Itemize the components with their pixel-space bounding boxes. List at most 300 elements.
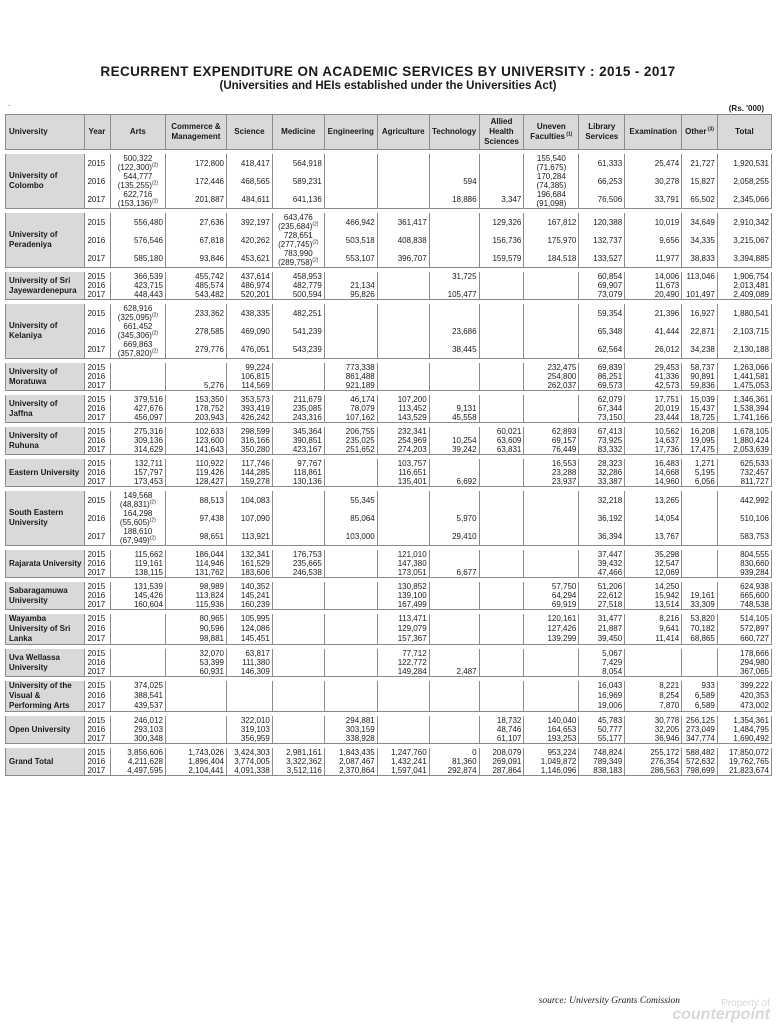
- value-cell: 30,278: [625, 172, 682, 190]
- value-cell: 50,777: [579, 725, 625, 734]
- value-cell: 113,921: [227, 527, 273, 546]
- value-cell: 62,893: [524, 427, 579, 436]
- value-cell: 32,070: [165, 649, 226, 658]
- year-cell: 2017: [85, 634, 110, 645]
- value-cell: 3,347: [479, 190, 524, 209]
- value-cell: 6,692: [429, 477, 479, 487]
- value-cell: 34,649: [682, 213, 718, 231]
- value-cell: 85,064: [324, 509, 377, 527]
- value-cell: 500,322 $(122,300)^{(2)}$: [110, 154, 165, 172]
- value-cell: 167,812: [524, 213, 579, 231]
- value-cell: 420,353: [717, 691, 771, 701]
- value-cell: 156,736: [479, 231, 524, 249]
- value-cell: [165, 681, 226, 691]
- year-cell: 2016: [85, 509, 110, 527]
- value-cell: 160,239: [227, 600, 273, 610]
- year-cell: 2015: [85, 550, 110, 559]
- value-cell: 97,438: [165, 509, 226, 527]
- value-cell: [479, 691, 524, 701]
- value-cell: 10,254: [429, 436, 479, 445]
- value-cell: [682, 527, 718, 546]
- value-cell: [272, 509, 324, 527]
- value-cell: [479, 363, 524, 372]
- table-row: [6, 491, 772, 509]
- value-cell: 23,937: [524, 477, 579, 487]
- table-row: [6, 322, 772, 340]
- value-cell: [377, 725, 429, 734]
- value-cell: 18,732: [479, 716, 524, 725]
- value-cell: 107,090: [227, 509, 273, 527]
- value-cell: 69,907: [579, 281, 625, 290]
- value-cell: 67,344: [579, 404, 625, 413]
- value-cell: [682, 550, 718, 559]
- value-cell: 145,426: [110, 591, 165, 600]
- value-cell: 437,614: [227, 272, 273, 281]
- value-cell: 25,474: [625, 154, 682, 172]
- value-cell: 129,326: [479, 213, 524, 231]
- value-cell: 408,838: [377, 231, 429, 249]
- value-cell: 418,417: [227, 154, 273, 172]
- value-cell: [272, 701, 324, 712]
- value-cell: 15,827: [682, 172, 718, 190]
- year-cell: 2017: [85, 568, 110, 578]
- value-cell: 235,665: [272, 559, 324, 568]
- value-cell: 12,069: [625, 568, 682, 578]
- value-cell: 167,499: [377, 600, 429, 610]
- value-cell: 861,488: [324, 372, 377, 381]
- value-cell: 17,751: [625, 395, 682, 404]
- value-cell: 353,573: [227, 395, 273, 404]
- value-cell: [377, 363, 429, 372]
- value-cell: 345,364: [272, 427, 324, 436]
- table-row: [6, 436, 772, 445]
- value-cell: [377, 381, 429, 391]
- value-cell: [682, 491, 718, 509]
- value-cell: 120,388: [579, 213, 625, 231]
- value-cell: 37,447: [579, 550, 625, 559]
- table-row: [6, 190, 772, 209]
- value-cell: 379,516: [110, 395, 165, 404]
- value-cell: [377, 509, 429, 527]
- value-cell: [324, 701, 377, 712]
- value-cell: [524, 304, 579, 322]
- value-cell: 1,146,096: [524, 766, 579, 776]
- value-cell: 55,177: [579, 734, 625, 744]
- value-cell: 149,568 $(48,831)^{(2)}$: [110, 491, 165, 509]
- value-cell: [479, 395, 524, 404]
- value-cell: [682, 667, 718, 677]
- value-cell: 316,166: [227, 436, 273, 445]
- value-cell: [272, 649, 324, 658]
- table-row: [6, 582, 772, 591]
- value-cell: 47,466: [579, 568, 625, 578]
- value-cell: [377, 691, 429, 701]
- value-cell: 8,221: [625, 681, 682, 691]
- university-name: South Eastern University: [6, 491, 85, 546]
- university-name: University of the Visual & Performing Arts: [6, 681, 85, 712]
- value-cell: 14,250: [625, 582, 682, 591]
- value-cell: 273,049: [682, 725, 718, 734]
- value-cell: [377, 290, 429, 300]
- value-cell: 41,336: [625, 372, 682, 381]
- table-row: [6, 691, 772, 701]
- value-cell: [272, 582, 324, 591]
- column-header: Year: [85, 115, 110, 150]
- value-cell: 115,662: [110, 550, 165, 559]
- value-cell: [377, 322, 429, 340]
- column-header: Examination: [625, 115, 682, 150]
- year-cell: 2015: [85, 427, 110, 436]
- value-cell: 356,959: [227, 734, 273, 744]
- value-cell: [272, 634, 324, 645]
- value-cell: [524, 281, 579, 290]
- year-cell: 2017: [85, 340, 110, 359]
- value-cell: [429, 372, 479, 381]
- value-cell: [625, 649, 682, 658]
- value-cell: 36,946: [625, 734, 682, 744]
- value-cell: [429, 468, 479, 477]
- value-cell: 32,218: [579, 491, 625, 509]
- value-cell: 1,743,026: [165, 748, 226, 757]
- value-cell: [165, 725, 226, 734]
- watermark: [672, 998, 770, 1023]
- value-cell: 255,172: [625, 748, 682, 757]
- value-cell: [429, 734, 479, 744]
- value-cell: 23,444: [625, 413, 682, 423]
- value-cell: 116,651: [377, 468, 429, 477]
- table-row: [6, 231, 772, 249]
- value-cell: 105,477: [429, 290, 479, 300]
- value-cell: 773,338: [324, 363, 377, 372]
- value-cell: 131,539: [110, 582, 165, 591]
- table-row: [6, 372, 772, 381]
- table-row: [6, 624, 772, 634]
- value-cell: 160,604: [110, 600, 165, 610]
- value-cell: [429, 582, 479, 591]
- value-cell: 783,990 $(289,758)^{(2)}$: [272, 249, 324, 268]
- value-cell: 107,200: [377, 395, 429, 404]
- value-cell: 1,690,492: [717, 734, 771, 744]
- value-cell: 933: [682, 681, 718, 691]
- value-cell: [524, 568, 579, 578]
- value-cell: 196,684 (91,098): [524, 190, 579, 209]
- value-cell: 120,161: [524, 614, 579, 624]
- value-cell: [110, 667, 165, 677]
- value-cell: 622,716 $(153,136)^{(2)}$: [110, 190, 165, 209]
- value-cell: [625, 667, 682, 677]
- value-cell: [324, 614, 377, 624]
- year-cell: 2016: [85, 691, 110, 701]
- value-cell: 103,000: [324, 527, 377, 546]
- value-cell: [429, 459, 479, 468]
- value-cell: 350,280: [227, 445, 273, 455]
- value-cell: 107,162: [324, 413, 377, 423]
- value-cell: 97,767: [272, 459, 324, 468]
- value-cell: [110, 363, 165, 372]
- value-cell: 1,346,361: [717, 395, 771, 404]
- university-name: Grand Total: [6, 748, 85, 776]
- value-cell: 748,538: [717, 600, 771, 610]
- value-cell: 322,010: [227, 716, 273, 725]
- value-cell: 18,725: [682, 413, 718, 423]
- value-cell: 95,826: [324, 290, 377, 300]
- value-cell: [429, 304, 479, 322]
- table-row: [6, 550, 772, 559]
- value-cell: 2,104,441: [165, 766, 226, 776]
- table-row: [6, 591, 772, 600]
- value-cell: 15,437: [682, 404, 718, 413]
- value-cell: 73,150: [579, 413, 625, 423]
- value-cell: 476,051: [227, 340, 273, 359]
- value-cell: 455,742: [165, 272, 226, 281]
- value-cell: 19,006: [579, 701, 625, 712]
- value-cell: 254,969: [377, 436, 429, 445]
- value-cell: 624,938: [717, 582, 771, 591]
- column-header: Commerce & Management: [165, 115, 226, 150]
- value-cell: 60,021: [479, 427, 524, 436]
- value-cell: [479, 381, 524, 391]
- value-cell: 233,362: [165, 304, 226, 322]
- value-cell: 63,831: [479, 445, 524, 455]
- table-row: [6, 427, 772, 436]
- value-cell: [324, 634, 377, 645]
- table-row: [6, 634, 772, 645]
- value-cell: 65,502: [682, 190, 718, 209]
- value-cell: 298,599: [227, 427, 273, 436]
- value-cell: 3,215,067: [717, 231, 771, 249]
- value-cell: [272, 667, 324, 677]
- value-cell: 39,432: [579, 559, 625, 568]
- value-cell: 143,529: [377, 413, 429, 423]
- value-cell: [324, 681, 377, 691]
- value-cell: 102,633: [165, 427, 226, 436]
- value-cell: [272, 363, 324, 372]
- page-title: RECURRENT EXPENDITURE ON ACADEMIC SERVICES BY UNIVERSITY : 2015 - 2017: [100, 64, 676, 79]
- value-cell: 66,253: [579, 172, 625, 190]
- value-cell: 466,942: [324, 213, 377, 231]
- value-cell: 15,942: [625, 591, 682, 600]
- value-cell: [524, 404, 579, 413]
- value-cell: [165, 701, 226, 712]
- value-cell: 8,254: [625, 691, 682, 701]
- value-cell: 131,762: [165, 568, 226, 578]
- value-cell: [110, 614, 165, 624]
- value-cell: 347,774: [682, 734, 718, 744]
- value-cell: [479, 614, 524, 624]
- source-note: source: University Grants Comission: [538, 996, 680, 1006]
- column-header: Other $^{(3)}$: [682, 115, 718, 150]
- value-cell: 594: [429, 172, 479, 190]
- value-cell: 124,086: [227, 624, 273, 634]
- value-cell: 7,870: [625, 701, 682, 712]
- table-row: [6, 395, 772, 404]
- value-cell: [324, 550, 377, 559]
- value-cell: [377, 372, 429, 381]
- value-cell: 18,886: [429, 190, 479, 209]
- value-cell: 69,573: [579, 381, 625, 391]
- value-cell: 367,065: [717, 667, 771, 677]
- table-row: [6, 509, 772, 527]
- value-cell: 3,394,885: [717, 249, 771, 268]
- value-cell: [524, 667, 579, 677]
- table-row: [6, 363, 772, 372]
- value-cell: [165, 734, 226, 744]
- value-cell: 361,417: [377, 213, 429, 231]
- value-cell: 14,637: [625, 436, 682, 445]
- value-cell: [479, 527, 524, 546]
- value-cell: [377, 272, 429, 281]
- table-row: [6, 568, 772, 578]
- value-cell: 6,677: [429, 568, 479, 578]
- value-cell: [479, 681, 524, 691]
- value-cell: 8,216: [625, 614, 682, 624]
- value-cell: 145,451: [227, 634, 273, 645]
- table-row: [6, 249, 772, 268]
- table-body: [6, 150, 772, 776]
- value-cell: 482,779: [272, 281, 324, 290]
- university-name: Rajarata University: [6, 550, 85, 578]
- value-cell: 1,049,872: [524, 757, 579, 766]
- value-cell: 60,854: [579, 272, 625, 281]
- value-cell: 728,651 $(277,745)^{(2)}$: [272, 231, 324, 249]
- value-cell: [479, 290, 524, 300]
- value-cell: [272, 734, 324, 744]
- value-cell: 128,427: [165, 477, 226, 487]
- value-cell: 88,513: [165, 491, 226, 509]
- value-cell: 543,482: [165, 290, 226, 300]
- value-cell: 3,774,005: [227, 757, 273, 766]
- value-cell: 132,711: [110, 459, 165, 468]
- value-cell: 206,755: [324, 427, 377, 436]
- value-cell: 157,797: [110, 468, 165, 477]
- value-cell: 473,002: [717, 701, 771, 712]
- value-cell: 7,429: [579, 658, 625, 667]
- year-cell: 2016: [85, 591, 110, 600]
- value-cell: [324, 340, 377, 359]
- value-cell: 78,079: [324, 404, 377, 413]
- column-header: Library Services: [579, 115, 625, 150]
- value-cell: 448,443: [110, 290, 165, 300]
- value-cell: 51,206: [579, 582, 625, 591]
- value-cell: 170,284 (74,385): [524, 172, 579, 190]
- year-cell: 2017: [85, 527, 110, 546]
- value-cell: 161,529: [227, 559, 273, 568]
- value-cell: 115,936: [165, 600, 226, 610]
- value-cell: 39,242: [429, 445, 479, 455]
- value-cell: [479, 304, 524, 322]
- value-cell: [324, 624, 377, 634]
- value-cell: 1,597,041: [377, 766, 429, 776]
- value-cell: [625, 658, 682, 667]
- value-cell: [429, 634, 479, 645]
- value-cell: 2,409,089: [717, 290, 771, 300]
- value-cell: [272, 527, 324, 546]
- value-cell: [377, 154, 429, 172]
- value-cell: [682, 658, 718, 667]
- value-cell: 319,103: [227, 725, 273, 734]
- value-cell: [429, 716, 479, 725]
- value-cell: [479, 658, 524, 667]
- value-cell: 32,205: [625, 725, 682, 734]
- value-cell: 10,019: [625, 213, 682, 231]
- value-cell: [524, 491, 579, 509]
- value-cell: 939,284: [717, 568, 771, 578]
- value-cell: [682, 281, 718, 290]
- value-cell: 1,843,435: [324, 748, 377, 757]
- value-cell: 1,247,760: [377, 748, 429, 757]
- value-cell: 36,192: [579, 509, 625, 527]
- value-cell: 98,989: [165, 582, 226, 591]
- value-cell: 275,316: [110, 427, 165, 436]
- value-cell: [272, 600, 324, 610]
- value-cell: 628,916 $(325,095)^{(2)}$: [110, 304, 165, 322]
- value-cell: 42,573: [625, 381, 682, 391]
- value-cell: [429, 154, 479, 172]
- value-cell: 21,134: [324, 281, 377, 290]
- value-cell: 147,380: [377, 559, 429, 568]
- value-cell: [479, 559, 524, 568]
- value-cell: [272, 624, 324, 634]
- value-cell: 426,242: [227, 413, 273, 423]
- table-row: [6, 477, 772, 487]
- year-cell: 2016: [85, 436, 110, 445]
- value-cell: 33,791: [625, 190, 682, 209]
- value-cell: 140,040: [524, 716, 579, 725]
- value-cell: 2,130,188: [717, 340, 771, 359]
- value-cell: [324, 322, 377, 340]
- value-cell: [110, 372, 165, 381]
- table-row: [6, 281, 772, 290]
- value-cell: [272, 591, 324, 600]
- value-cell: 254,800: [524, 372, 579, 381]
- value-cell: 34,238: [682, 340, 718, 359]
- value-cell: 14,054: [625, 509, 682, 527]
- value-cell: [524, 681, 579, 691]
- value-cell: 59,354: [579, 304, 625, 322]
- value-cell: 31,477: [579, 614, 625, 624]
- year-cell: 2015: [85, 213, 110, 231]
- value-cell: 1,263,066: [717, 363, 771, 372]
- value-cell: 145,241: [227, 591, 273, 600]
- value-cell: [429, 725, 479, 734]
- value-cell: 453,621: [227, 249, 273, 268]
- value-cell: 3,424,303: [227, 748, 273, 757]
- value-cell: [524, 559, 579, 568]
- value-cell: 3,856,606: [110, 748, 165, 757]
- value-cell: 838,183: [579, 766, 625, 776]
- value-cell: 14,006: [625, 272, 682, 281]
- value-cell: 86,251: [579, 372, 625, 381]
- value-cell: 153,350: [165, 395, 226, 404]
- value-cell: 468,565: [227, 172, 273, 190]
- value-cell: [524, 413, 579, 423]
- value-cell: [272, 614, 324, 624]
- value-cell: [272, 381, 324, 391]
- value-cell: 469,090: [227, 322, 273, 340]
- university-name: University of Jaffna: [6, 395, 85, 423]
- table-row: [6, 716, 772, 725]
- stray-mark: .: [8, 99, 11, 108]
- table-row: [6, 213, 772, 231]
- university-name: University of Sri Jayewardenepura: [6, 272, 85, 300]
- value-cell: 4,497,595: [110, 766, 165, 776]
- year-cell: 2015: [85, 272, 110, 281]
- value-cell: 5,970: [429, 509, 479, 527]
- value-cell: 30,778: [625, 716, 682, 725]
- value-cell: 157,367: [377, 634, 429, 645]
- value-cell: 106,815: [227, 372, 273, 381]
- year-cell: 2017: [85, 477, 110, 487]
